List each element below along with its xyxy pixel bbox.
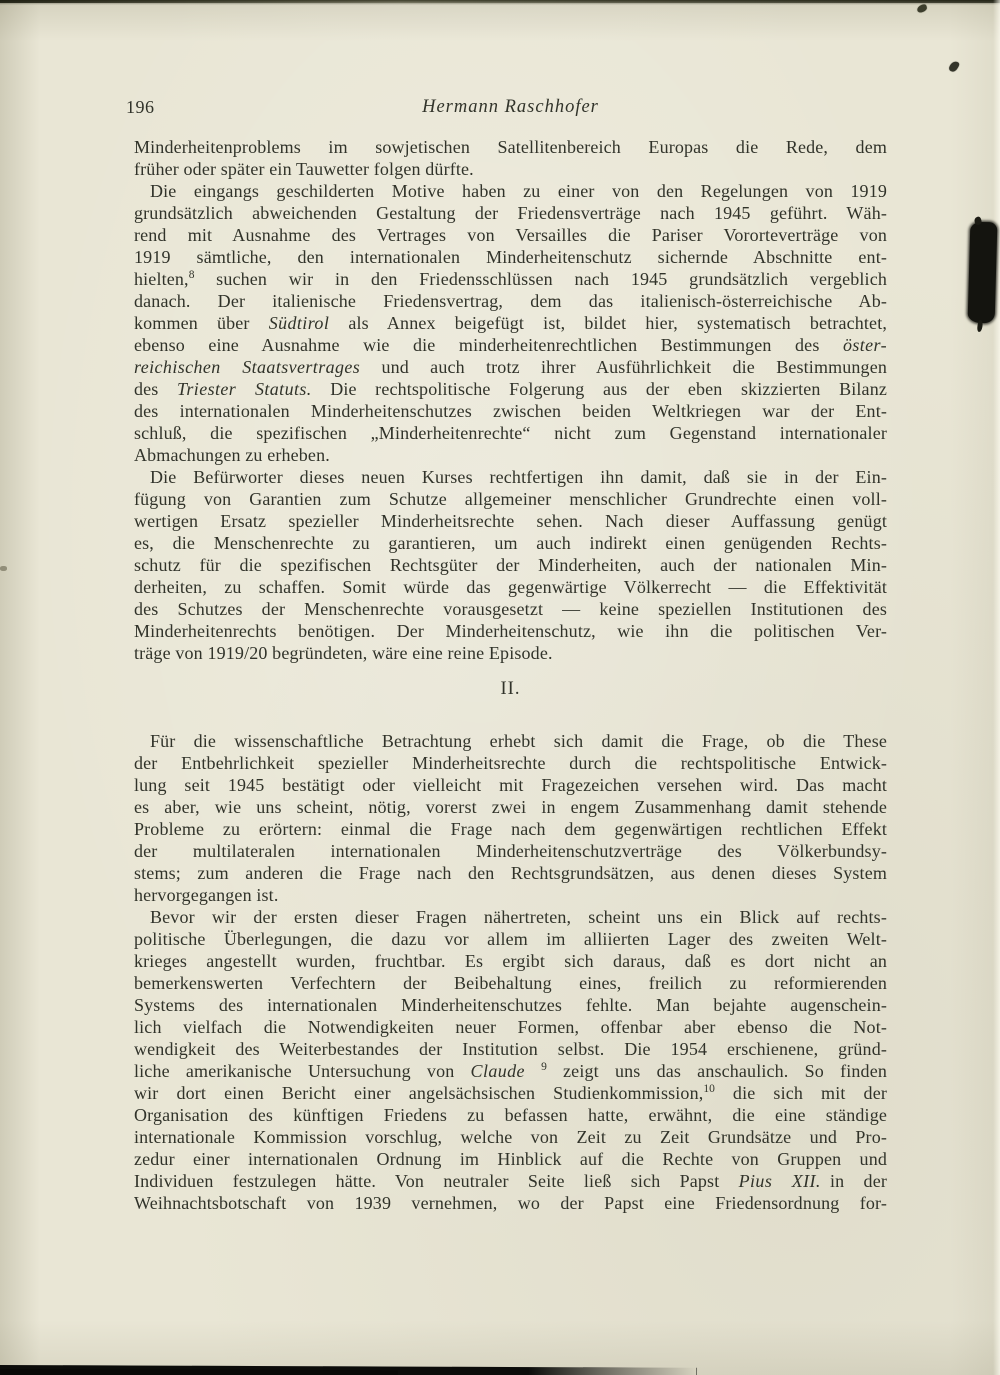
text-line: Die Befürworter dieses neuen Kurses rechtfertigen ihn damit, daß sie in der Ein- xyxy=(150,467,887,487)
text-body xyxy=(134,136,887,1214)
emphasized-text: Pius XII. xyxy=(738,1171,821,1191)
text-line: Minderheitenproblems im sowjetischen Satellitenbereich Europas die Rede, dem xyxy=(134,137,887,157)
text-line: des Schutzes der Menschenrechte vorausgesetzt — keine speziellen Institutionen des xyxy=(134,599,887,619)
speck-right-margin xyxy=(948,60,960,73)
text-line: der Entbehrlichkeit spezieller Minderheitsrechte durch die rechtspolitische Entwick- xyxy=(134,753,887,773)
bottom-edge-black-band-thick xyxy=(0,1369,398,1375)
text-line: grundsätzlich abweichenden Gestaltung der Friedensverträge nach 1945 geführt. Wäh- xyxy=(134,203,887,223)
text-line: hervorgegangen ist. xyxy=(134,885,279,905)
text-line: internationale Kommission vorschlug, welche von Zeit zu Zeit Grundsätze und Pro- xyxy=(134,1127,887,1147)
speck-top-right xyxy=(916,4,928,14)
left-edge-mark xyxy=(0,566,7,571)
text-line: Organisation des künftigen Friedens zu befassen hatte, erwähnt, die eine ständige xyxy=(134,1105,887,1125)
text-line: ebenso eine Ausnahme wie die minderheitenrechtlichen Bestimmungen des öster- xyxy=(134,335,887,355)
footnote-marker: 8 xyxy=(188,269,195,281)
text-line: bemerkenswerten Verfechtern der Beibehaltung eines, freilich zu reformierenden xyxy=(134,973,887,993)
text-line: politische Überlegungen, die dazu vor allem im alliierten Lager des zweiten Welt- xyxy=(134,929,887,949)
text-line: des internationalen Minderheitenschutzes zwischen beiden Weltkriegen war der Ent- xyxy=(134,401,887,421)
text-line: Systems des internationalen Minderheitenschutzes fehlte. Man bejahte augenschein- xyxy=(134,995,887,1015)
top-edge-shadow-line xyxy=(0,0,1000,3)
text-line: wendigkeit des Weiterbestandes der Institution selbst. Die 1954 erschienene, gründ- xyxy=(134,1039,887,1059)
text-line: krieges angestellt wurden, fruchtbar. Es ergibt sich daraus, daß es dort nicht an xyxy=(134,951,887,971)
text-line: fügung von Garantien zum Schutze allgemeiner menschlicher Grundrechte einen voll- xyxy=(134,489,887,509)
emphasized-text: Südtirol xyxy=(268,313,330,333)
page-number: 196 xyxy=(126,97,155,117)
emphasized-text: Claude xyxy=(470,1061,525,1081)
text-line: es aber, wie uns scheint, nötig, vorerst zwei in engem Zusammenhang damit stehende xyxy=(134,797,887,817)
text-line: wertigen Ersatz spezieller Minderheitsrechte sehen. Nach dieser Auffassung genügt xyxy=(134,511,887,531)
text-line: lich vielfach die Notwendigkeiten neuer Formen, offenbar aber ebenso die Not- xyxy=(134,1017,887,1037)
paragraph xyxy=(134,466,887,664)
text-line: Bevor wir der ersten dieser Fragen nähertreten, scheint uns ein Blick auf rechts- xyxy=(150,907,887,927)
paragraph xyxy=(134,136,887,180)
page-header xyxy=(0,97,1000,121)
text-line: träge von 1919/20 begründeten, wäre eine reine Episode. xyxy=(134,643,553,663)
top-edge-shadow xyxy=(0,0,1000,5)
running-header-author: Hermann Raschhofer xyxy=(422,97,599,117)
text-line: Minderheitenrechts benötigen. Der Minderheitenschutz, wie ihn die politischen Ver- xyxy=(134,621,887,641)
text-line: 1919 sämtliche, den internationalen Minderheitenschutz sichernde Abschnitte ent- xyxy=(134,247,887,267)
text-line: schluß, die spezifischen „Minderheitenrechte“ nicht zum Gegenstand internationaler xyxy=(134,423,887,443)
right-edge-light-strip xyxy=(993,0,1000,1375)
emphasized-text: reichischen Staatsvertrages xyxy=(134,357,361,377)
text-line: Probleme zu erörtern: einmal die Frage nach dem gegenwärtigen rechtlichen Effekt xyxy=(134,819,887,839)
text-line: rend mit Ausnahme des Vertrages von Versailles die Pariser Vororteverträge von xyxy=(134,225,887,245)
text-line: schutz für die spezifischen Rechtsgüter der Minderheiten, auch der nationalen Min- xyxy=(134,555,887,575)
text-line: zedur einer internationalen Ordnung im Hinblick auf die Rechte von Gruppen und xyxy=(134,1149,887,1169)
emphasized-text: öster- xyxy=(842,335,887,355)
text-line: Abmachungen zu erheben. xyxy=(134,445,330,465)
text-line: früher oder später ein Tauwetter folgen dürfte. xyxy=(134,159,474,179)
text-line: Individuen festzulegen hätte. Von neutraler Seite ließ sich Papst Pius XII. in der xyxy=(134,1171,887,1191)
text-line: liche amerikanische Untersuchung von Claude $^9$ zeigt uns das anschaulich. So finden xyxy=(134,1061,887,1081)
paragraph xyxy=(134,180,887,466)
text-line: hielten,$^8$ suchen wir in den Friedensschlüssen nach 1945 grundsätzlich vergeblich xyxy=(134,269,887,289)
footnote-marker: 9 xyxy=(541,1061,547,1073)
text-line: derheiten, zu schaffen. Somit würde das gegenwärtige Völkerrecht — die Effektivität xyxy=(134,577,887,597)
text-line: es, die Menschenrechte zu garantieren, um auch indirekt einen genügenden Rechts- xyxy=(134,533,887,553)
text-line: des Triester Statuts. Die rechtspolitische Folgerung aus der eben skizzierten Bilanz xyxy=(134,379,887,399)
text-line: danach. Der italienische Friedensvertrag, dem das italienisch-österreichische Ab- xyxy=(134,291,887,311)
text-line: der multilateralen internationalen Minderheitenschutzverträge des Völkerbundsy- xyxy=(134,841,887,861)
paragraph xyxy=(134,906,887,1214)
text-line: kommen über Südtirol als Annex beigefügt ist, bildet hier, systematisch betrachtet, xyxy=(134,313,887,333)
text-line: Weihnachtsbotschaft von 1939 vernehmen, wo der Papst eine Friedensordnung for- xyxy=(134,1193,887,1213)
text-line: lung seit 1945 bestätigt oder vielleicht mit Fragezeichen versehen wird. Das macht xyxy=(134,775,887,795)
ink-blob-artifact xyxy=(968,222,998,324)
text-line: stems; zum anderen die Frage nach den Rechtsgrundsätzen, aus denen dieses System xyxy=(134,863,887,883)
text-line: wir dort einen Bericht einer angelsächsischen Studienkommission,$^{10}$ die sich mit der xyxy=(134,1083,887,1103)
footnote-marker: 10 xyxy=(703,1083,715,1095)
section-heading: II. xyxy=(500,679,521,699)
emphasized-text: Triester Statuts. xyxy=(176,379,312,399)
text-line: Die eingangs geschilderten Motive haben zu einer von den Regelungen von 1919 xyxy=(150,181,887,201)
paragraph xyxy=(134,730,887,906)
text-line: reichischen Staatsvertrages und auch trotz ihrer Ausführlichkeit die Bestimmungen xyxy=(134,357,887,377)
text-line: Für die wissenschaftliche Betrachtung erhebt sich damit die Frage, ob die These xyxy=(150,731,887,751)
